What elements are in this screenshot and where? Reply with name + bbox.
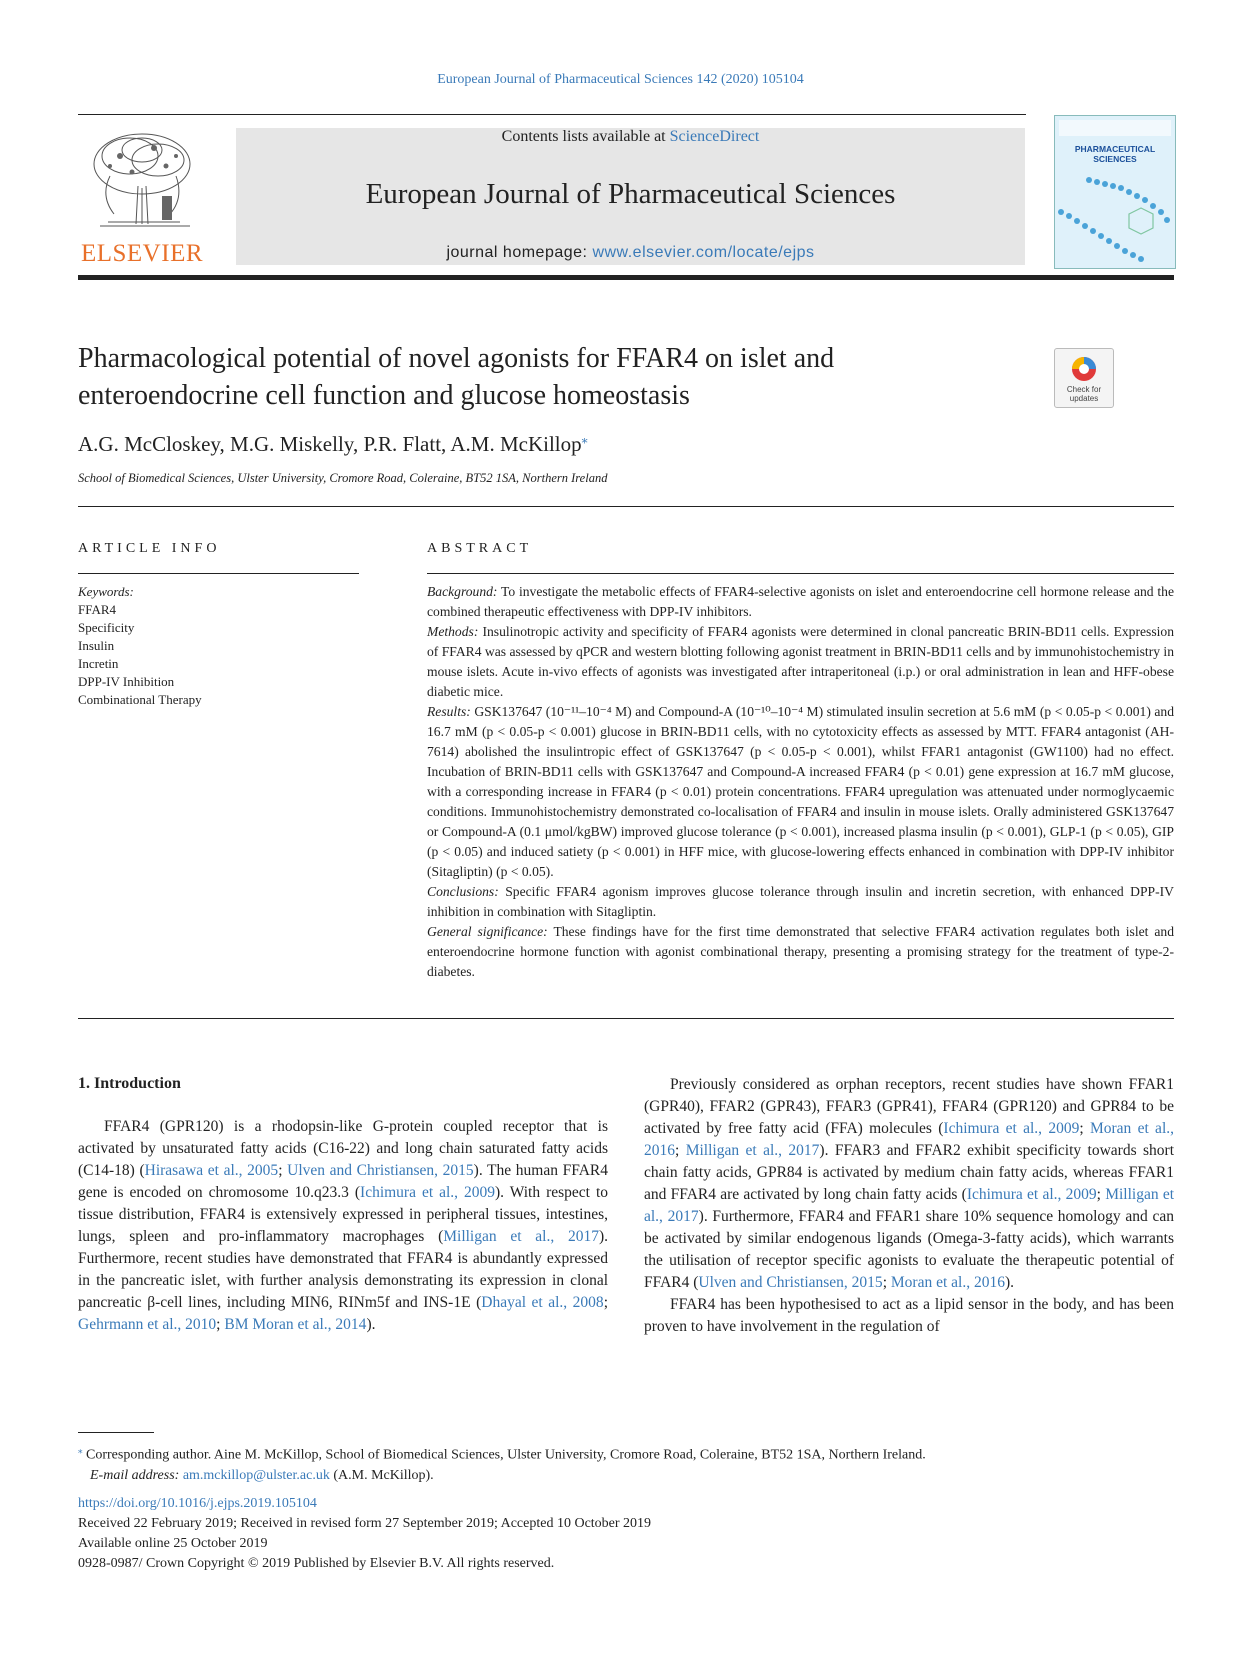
citation-link[interactable]: Ulven and Christiansen, 2015 [287,1162,474,1179]
abstract-methods-text: Insulinotropic activity and specificity of FFAR4 agonists were determined in clonal pancreatic BRIN-BD11 cells. Expression of FFAR4 was assessed by qPCR and western blotting following agonist treatment in BRIN-BD11 cells and by immunohistochemistry in mouse islets. Acute in-vivo effects of agonists was investigated after intraperitoneal (i.p.) or oral administration in lean and HFF-obese diabetic mice. [427,624,1174,699]
keyword-item: Combinational Therapy [78,692,202,707]
body-text: Previously considered as orphan receptors, recent studies have shown FFAR1 (GPR40), FFAR2 (GPR43), FFAR3 (GPR41), FFAR4 (GPR120) and GPR84 to be activated by free fatty acid (FFA) molecules ( [644,1076,1174,1137]
journal-homepage-link[interactable]: www.elsevier.com/locate/ejps [592,244,815,261]
abstract-results [427,702,1174,882]
running-head[interactable]: European Journal of Pharmaceutical Sciences 142 (2020) 105104 [437,72,804,87]
article-info-heading: ARTICLE INFO [78,541,221,556]
check-updates-label-1: Check for [1066,385,1102,394]
abstract-background-label: Background: [427,584,498,599]
author-affiliation: School of Biomedical Sciences, Ulster University, Cromore Road, Coleraine, BT52 1SA, Northern Ireland [78,471,608,485]
body-text: ). [1004,1274,1014,1291]
abstract-significance-label: General significance: [427,924,548,939]
email-suffix: (A.M. McKillop). [329,1467,434,1483]
header-top-rule [78,114,1026,115]
corresponding-author-footnote [78,1440,926,1486]
citation-separator: ; [216,1316,225,1333]
abstract-conclusions [427,882,1174,922]
elsevier-wordmark: ELSEVIER [80,240,204,267]
abstract-conclusions-text: Specific FFAR4 agonism improves glucose tolerance through insulin and incretin secretion, with enhanced DPP-IV inhibition in combination with Sitagliptin. [427,884,1174,919]
cover-title-1: PHARMACEUTICAL [1074,144,1156,154]
footnote-mark[interactable]: ⁎ [78,1445,83,1455]
abstract-heading: ABSTRACT [427,541,533,556]
cover-title-2: SCIENCES [1093,154,1137,164]
keywords-block [78,583,202,709]
keyword-item: Specificity [78,620,135,635]
keyword-item: DPP-IV Inhibition [78,674,175,689]
body-text: ). Furthermore, recent studies have demonstrated that FFAR4 is abundantly expressed in the pancreatic islet, with further analysis demonstrating its expression in clonal pancreatic β-cell lines, including MIN6, RINm5f and INS-1E ( [78,1228,608,1311]
journal-masthead [236,128,1025,265]
check-updates-label-2: updates [1069,394,1099,403]
footnote-line [78,1440,926,1466]
journal-title: European Journal of Pharmaceutical Sciences [365,178,896,210]
citation-link[interactable]: Dhayal et al., 2008 [481,1294,604,1311]
homepage-line [236,244,1025,262]
footnote-text: Corresponding author. Aine M. McKillop, School of Biomedical Sciences, Ulster University, Cromore Road, Coleraine, BT52 1SA, Northern Ireland. [86,1447,926,1463]
authors-names: A.G. McCloskey, M.G. Miskelly, P.R. Flatt, A.M. McKillop [78,432,582,456]
article-title-line-2: enteroendocrine cell function and glucose homeostasis [78,380,690,411]
abstract-bottom-rule [78,1018,1174,1019]
abstract-results-label: Results: [427,704,471,719]
abstract-rule [427,573,1174,574]
email-link[interactable]: am.mckillop@ulster.ac.uk [182,1467,330,1483]
body-column-right [644,1074,1174,1338]
body-paragraph: FFAR4 has been hypothesised to act as a lipid sensor in the body, and has been proven to have involvement in the regulation of [644,1296,1174,1335]
abstract-background [427,582,1174,622]
body-text: FFAR4 (GPR120) is a rhodopsin-like G-protein coupled receptor that is activated by unsaturated fatty acids (C16-22) and long chain saturated fatty acids (C14-18) ( [78,1118,608,1179]
check-for-updates-icon [1055,349,1113,407]
citation-link[interactable]: Ichimura et al., 2009 [360,1184,496,1201]
article-info-rule [78,573,359,574]
body-paragraph [78,1116,608,1336]
abstract-body [427,582,1174,982]
article-title-line-1: Pharmacological potential of novel agonists for FFAR4 on islet and [78,343,835,374]
homepage-prefix: journal homepage: [446,244,593,261]
body-paragraph [644,1074,1174,1294]
author-list [78,432,588,457]
citation-separator: ; [882,1274,891,1291]
citation-separator: ; [603,1294,608,1311]
abstract-methods-label: Methods: [427,624,479,639]
body-text: ). Furthermore, FFAR4 and FFAR1 share 10% sequence homology and can be activated by similar endogenous ligands (Omega-3-fatty acids), which warrants the utilisation of receptor specific agonists to evaluate the therapeutic potential of FFAR4 ( [644,1208,1174,1291]
article-metadata-footer [78,1494,651,1574]
citation-separator: ; [278,1162,288,1179]
email-label: E-mail address: [90,1467,180,1483]
citation-link[interactable]: BM Moran et al., 2014 [224,1316,367,1333]
keyword-item: Incretin [78,656,119,671]
footnote-rule [78,1432,154,1433]
citation-link[interactable]: Gehrmann et al., 2010 [78,1316,217,1333]
section-heading-introduction: 1. Introduction [78,1075,181,1092]
citation-link[interactable]: Milligan et al., 2017 [443,1228,599,1245]
abstract-significance [427,922,1174,982]
body-text: ). [366,1316,376,1333]
article-title [78,340,978,414]
citation-separator: ; [1079,1120,1090,1137]
abstract-conclusions-label: Conclusions: [427,884,499,899]
info-top-rule [78,506,1174,507]
elsevier-logo[interactable] [78,124,206,267]
citation-link[interactable]: Hirasawa et al., 2005 [144,1162,279,1179]
body-column-left [78,1116,608,1336]
citation-link[interactable]: Moran et al., 2016 [890,1274,1005,1291]
citation-link[interactable]: Ichimura et al., 2009 [943,1120,1080,1137]
citation-link[interactable]: Moran et al., 2016 [644,1120,1174,1159]
doi-link[interactable]: https://doi.org/10.1016/j.ejps.2019.105104 [78,1496,317,1511]
received-dates: Received 22 February 2019; Received in revised form 27 September 2019; Accepted 10 October 2019 [78,1516,652,1531]
abstract-significance-text: These findings have for the first time demonstrated that selective FFAR4 activation regulates both islet and enteroendocrine hormone function with agonist combinational therapy, presenting a promising strategy for the treatment of type-2-diabetes. [427,924,1175,979]
journal-cover-thumbnail[interactable] [1054,115,1176,269]
corresponding-author-mark[interactable]: ⁎ [581,432,588,446]
body-text: ). The human FFAR4 gene is encoded on chromosome 10.q23.3 ( [78,1162,608,1201]
body-text: ). With respect to tissue distribution, FFAR4 is extensively expressed in peripheral tissues, intestines, lungs, spleen and pro-inflammatory macrophages ( [78,1184,608,1245]
abstract-background-text: To investigate the metabolic effects of FFAR4-selective agonists on islet and enteroendocrine cell hormone release and the combined therapeutic effectiveness with DPP-IV inhibitors. [427,584,1174,619]
citation-separator: ; [1096,1186,1106,1203]
keyword-item: Insulin [78,638,115,653]
abstract-results-text: GSK137647 (10⁻¹¹–10⁻⁴ M) and Compound-A (10⁻¹⁰–10⁻⁴ M) stimulated insulin secretion at 5.6 mM (p < 0.05-p < 0.001) and 16.7 mM (p < 0.05-p < 0.001) glucose in BRIN-BD11 cells, with no cytotoxicity effects as assessed by MTT. FFAR4 antagonist (AH-7614) abolished the insulintropic effect of GSK137647 (p < 0.05-p < 0.001), whilst FFAR1 antagonist (GW1100) had no effect. Incubation of BRIN-BD11 cells with GSK137647 and Compound-A increased FFAR4 (p < 0.01) gene expression at 16.7 mM glucose, with a corresponding increase in FFAR4 (p < 0.01) protein concentrations. FFAR4 upregulation was attenuated under normoglycaemic conditions. Immunohistochemistry demonstrated co-localisation of FFAR4 and insulin in mouse islets. Orally administered GSK137647 or Compound-A (0.1 μmol/kgBW) improved glucose tolerance (p < 0.001), increased plasma insulin (p < 0.001), GLP-1 (p < 0.05), GIP (p < 0.05) and induced satiety (p < 0.001) in HFF mice, with glucose-lowering effects enhanced in combination with DPP-IV inhibitor (Sitagliptin) (p < 0.05). [427,704,1174,879]
citation-link[interactable]: Ulven and Christiansen, 2015 [698,1274,883,1291]
contents-prefix: Contents lists available at [501,128,670,145]
journal-cover-image [1055,116,1175,268]
citation-link[interactable]: Milligan et al., 2017 [644,1186,1175,1225]
header-thick-rule [78,275,1174,280]
elsevier-tree-icon [80,126,204,234]
footnote-email-line [78,1466,926,1486]
copyright-line: 0928-0987/ Crown Copyright © 2019 Published by Elsevier B.V. All rights reserved. [78,1556,555,1571]
check-for-updates-button[interactable] [1054,348,1114,408]
contents-line [236,128,1025,146]
citation-link[interactable]: Milligan et al., 2017 [685,1142,820,1159]
sciencedirect-link[interactable]: ScienceDirect [669,128,760,145]
abstract-methods [427,622,1174,702]
citation-separator: ; [675,1142,686,1159]
keywords-label: Keywords: [78,584,134,599]
citation-link[interactable]: Ichimura et al., 2009 [966,1186,1097,1203]
keyword-item: FFAR4 [78,602,117,617]
available-online: Available online 25 October 2019 [78,1536,268,1551]
body-text: ). FFAR3 and FFAR2 exhibit specificity towards short chain fatty acids, GPR84 is activated by medium chain fatty acids, whereas FFAR1 and FFAR4 are activated by long chain fatty acids ( [644,1142,1175,1203]
